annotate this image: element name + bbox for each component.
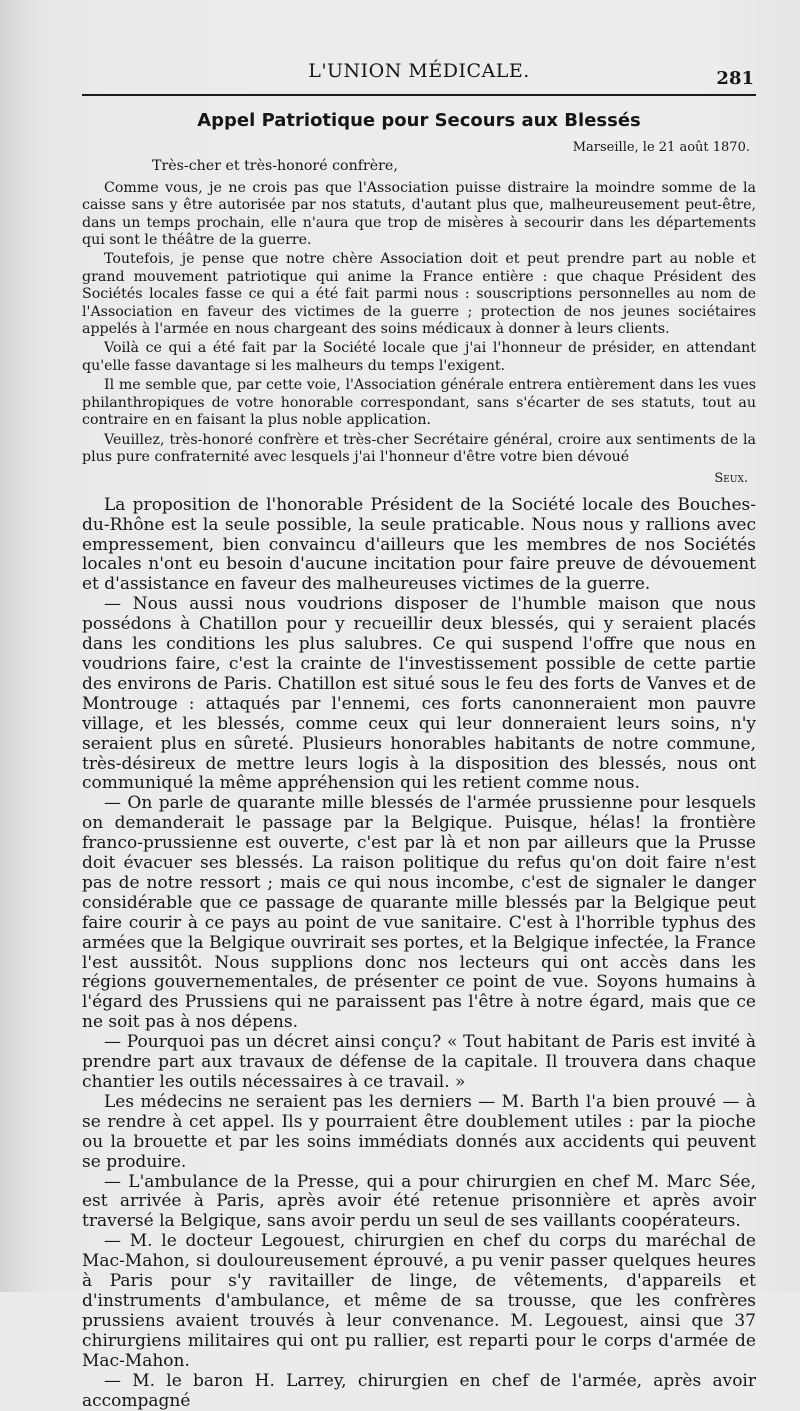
running-head — [82, 58, 756, 94]
article-title: Appel Patriotique pour Secours aux Blessés — [197, 110, 641, 131]
journal-title: L'UNION MÉDICALE. — [308, 60, 530, 82]
body-paragraph: — Nous aussi nous voudrions disposer de l'humble maison que nous possédons à Chatillon pour y recueillir deux blessés, qui y seraient placés dans les conditions les plus salubres. Ce qui suspend l'offre que nous en voudrions faire, c'est la crainte de l'investissement possible de cette partie des environs de Paris. Chatillon est situé sous le feu des forts de Vanves et de Montrouge : attaqués par l'ennemi, ces forts canonneraient mon pauvre village, et les blessés, comme ceux qui leur donneraient leurs soins, n'y seraient plus en sûreté. Plusieurs honorables habitants de notre commune, très-désireux de mettre leurs logis à la disposition des blessés, nous ont communiqué la même appréhension qui les retient comme nous. — [82, 594, 756, 794]
letter-paragraph: Toutefois, je pense que notre chère Association doit et peut prendre part au noble et grand mouvement patriotique qui anime la France entière : que chaque Président des Sociétés locales fasse ce qui a été fait parmi nous : souscriptions personnelles au nom de l'Association en faveur des victimes de la guerre ; protection de nos jeunes sociétaires appelés à l'armée en nous chargeant des soins médicaux à donner à leurs clients. — [82, 251, 756, 338]
body-paragraph: — On parle de quarante mille blessés de l'armée prussienne pour lesquels on demanderait le passage par la Belgique. Puisque, hélas! la frontière franco-prussienne est ouverte, c'est par là et non par ailleurs que la Prusse doit évacuer ses blessés. La raison politique du refus qu'on doit faire n'est pas de notre ressort ; mais ce qui nous incombe, c'est de signaler le danger considérable que ce passage de quarante mille blessés par la Belgique peut faire courir à ce pays au point de vue sanitaire. C'est à l'horrible typhus des armées que la Belgique ouvrirait ses portes, et la Belgique infectée, la France l'est aussitôt. Nous supplions donc nos lecteurs qui ont accès dans les régions gouvernementales, de présenter ce point de vue. Soyons humains à l'égard des Prussiens qui ne paraissent pas l'être à notre égard, mais que ce ne soit pas à nos dépens. — [82, 793, 756, 1033]
letter-paragraph: Voilà ce qui a été fait par la Société locale que j'ai l'honneur de présider, en attendant qu'elle fasse davantage si les malheurs du temps l'exigent. — [82, 340, 756, 374]
body-paragraph: La proposition de l'honorable Président de la Société locale des Bouches-du-Rhône est la seule possible, la seule praticable. Nous nous y rallions avec empressement, bien convaincu d'ailleurs que les membres de nos Sociétés locales n'ont eu besoin d'aucune incitation pour faire preuve de dévouement et d'assistance en faveur des malheureuses victimes de la guerre. — [82, 494, 756, 595]
letter-paragraph: Veuillez, très-honoré confrère et très-cher Secrétaire général, croire aux sentiments de la plus pure confraternité avec lesquels j'ai l'honneur d'être votre bien dévoué — [82, 431, 756, 465]
body-paragraph: — L'ambulance de la Presse, qui a pour chirurgien en chef M. Marc Sée, est arrivée à Paris, après avoir été retenue prisonnière et après avoir traversé la Belgique, sans avoir perdu un seul de ses vaillants coopérateurs. — [82, 1171, 756, 1232]
body-paragraph: Les médecins ne seraient pas les derniers — M. Barth l'a bien prouvé — à se rendre à cet appel. Ils y pourraient être doublement utiles : par la pioche ou la brouette et par les soins immédiats donnés aux accidents qui peuvent se produire. — [82, 1091, 756, 1172]
page-number: 281 — [716, 68, 754, 89]
letter — [82, 139, 756, 488]
body-paragraph: — Pourquoi pas un décret ainsi conçu? « Tout habitant de Paris est invité à prendre part aux travaux de défense de la capitale. Il trouvera dans chaque chantier les outils nécessaires à ce travail. » — [82, 1032, 756, 1092]
letter-signature: Seux. — [714, 471, 748, 487]
body-paragraph: — M. le docteur Legouest, chirurgien en chef du corps du maréchal de Mac-Mahon, si douloureusement éprouvé, a pu venir passer quelques heures à Paris pour s'y ravitailler de linge, de vêtements, d'appareils et d'instruments d'ambulance, et même de sa trousse, que les confrères prussiens avaient trouvés à leur convenance. M. Legouest, ainsi que 37 chirurgiens militaires qui ont pu rallier, est reparti pour le corps d'armée de Mac-Mahon. — [82, 1231, 756, 1371]
letter-dateline: Marseille, le 21 août 1870. — [572, 140, 750, 155]
letter-salutation: Très-cher et très-honoré confrère, — [152, 158, 398, 175]
article-body — [82, 496, 756, 1411]
header-rule — [82, 94, 756, 96]
letter-paragraph: Comme vous, je ne crois pas que l'Association puisse distraire la moindre somme de la caisse sans y être autorisée par nos statuts, d'autant plus que, malheureusement peut-être, dans un temps prochain, elle n'aura que trop de misères à secourir dans les départements qui sont le théâtre de la guerre. — [82, 179, 756, 249]
letter-paragraph: Il me semble que, par cette voie, l'Association générale entrera entièrement dans les vues philanthropiques de votre honorable correspondant, sans s'écarter de ses statuts, tout au contraire en en faisant la plus noble application. — [82, 377, 756, 429]
body-paragraph: — M. le baron H. Larrey, chirurgien en chef de l'armée, après avoir accompagné — [82, 1370, 756, 1411]
